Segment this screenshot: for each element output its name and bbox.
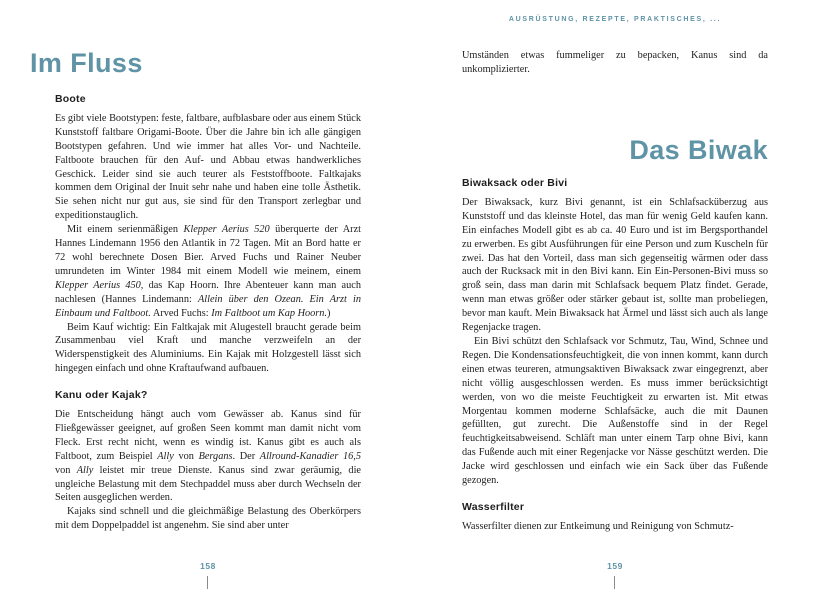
page-title-left: Im Fluss — [30, 48, 143, 78]
page-number-left: 158 — [200, 561, 216, 571]
running-header: AUSRÜSTUNG, REZEPTE, PRAKTISCHES, ... — [508, 16, 722, 23]
right-text-column — [462, 177, 768, 534]
paragraph — [55, 321, 361, 377]
italic-run: Klepper Aerius 450 — [55, 279, 141, 291]
italic-run: Im Faltboot um Kap Hoorn. — [211, 307, 328, 319]
text-run: von — [173, 450, 199, 462]
italic-run: Allein über den Ozean. Ein Arzt in Einbaum und Faltboot. — [55, 293, 361, 319]
italic-run: Ally — [76, 464, 94, 476]
paragraph — [55, 223, 361, 320]
page-number-right: 159 — [607, 561, 623, 571]
section-heading: Boote — [55, 93, 86, 105]
text-run: überquerte der Arzt Hannes Lindemann 1956 den Atlantik in 72 Tagen. Mit an Bord hatte er 72 wohl berechnete Dosen Bier. Arved Fuchs und Rainer Neuber umrundeten im Winter 1984 mit einem Modell wie meinem, einem — [55, 224, 362, 277]
fold-mark-left — [207, 576, 208, 589]
page-title-right: Das Biwak — [629, 135, 768, 165]
section-heading: Kanu oder Kajak? — [55, 389, 148, 402]
text-run: Kajaks sind schnell und die gleichmäßige Belastung des Oberkörpers mit dem Doppelpaddel ist angenehm. Sie sind aber unter — [55, 506, 361, 532]
italic-run: Klepper Aerius 520 — [183, 224, 270, 236]
left-text-column — [55, 93, 361, 533]
paragraph — [462, 335, 768, 488]
paragraph — [55, 505, 361, 533]
text-run: leistet mir treue Dienste. Kanus sind zwar geräumig, die ungleiche Belastung mit dem Stechpaddel muss aber durch Wechseln der Seiten ausgeglichen werden. — [55, 464, 361, 504]
text-run: Mit einem serienmäßigen — [67, 224, 184, 236]
text-run: Beim Kauf wichtig: Ein Faltkajak mit Alugestell braucht gerade beim Zusammenbau viel Kraft und manche verzweifeln an der Widerspenstigkeit des Aluminiums. Ein Kajak mit Holzgestell lässt sich hingegen einfach und ohne Kraftaufwand aufbauen. — [55, 321, 361, 375]
paragraph — [462, 196, 768, 335]
italic-run: Ally — [157, 450, 174, 462]
text-run: Umständen etwas fummeliger zu bepacken, Kanus sind da unkomplizierter. — [462, 50, 768, 75]
text-run: Arved Fuchs: — [150, 307, 212, 319]
paragraph — [55, 112, 361, 223]
paragraph — [55, 408, 361, 505]
section-heading: Biwaksack oder Bivi — [462, 177, 568, 189]
paragraph — [462, 520, 768, 534]
fold-mark-right — [614, 576, 615, 589]
section-heading: Wasserfilter — [462, 500, 525, 513]
text-run: Wasserfilter dienen zur Entkeimung und Reinigung von Schmutz- — [462, 520, 734, 532]
italic-run: Allround-Kanadier 16,5 — [259, 450, 361, 462]
italic-run: Bergans — [198, 450, 233, 462]
text-run: ) — [327, 307, 331, 319]
text-run: von — [55, 464, 77, 476]
text-run: Die Entscheidung hängt auch vom Gewässer ab. Kanus sind für Fließgewässer geeignet, auf großen Seen kommt man damit nicht vom Fleck. Erst recht nicht, wenn es windig ist. Kanus gibt es auch als Faltboot, zum Beispiel — [55, 409, 361, 462]
text-run: Der Biwaksack, kurz Bivi genannt, ist ein Schlafsacküberzug aus Kunststoff und das kleinste Hotel, das man für wenig Geld kaufen kann. Ein einfaches Modell gibt es ab ca. 40 Euro und ist im Bergsporthandel zu erwerben. Es gibt Ausführungen für eine Person und zum Kuscheln für zwei. Das hat den Vorteil, dass man sich gegenseitig wärmen oder dass auch der Rucksack mit in den Bivi kann. Ein Ein-Personen-Bivi muss so groß sein, dass man darin mit Schlafsack bequem Platz findet. Gerade, wenn man etwas größer oder stärker gebaut ist, sollte man probeliegen, bevor man kauft. Mein Biwaksack hat Ärmel und lässt sich auch als lange Regenjacke tragen. — [462, 196, 768, 334]
text-run: Ein Bivi schützt den Schlafsack vor Schmutz, Tau, Wind, Schnee und Regen. Die Kondensationsfeuchtigkeit, die von innen kommt, kann durch einen etwas teureren, atmungsaktiven Biwaksack zwar eingegrenzt, aber nicht völlig ausgeschlossen werden. Es muss immer berücksichtigt werden, von wo die meiste Feuchtigkeit zu erwarten ist. Mit etwas Morgentau kommen moderne Schlafsäcke, auch die mit Daunen gefüllten, gut zurecht. Die Außenstoffe sind in der Regel feuchtigkeitsabweisend. Schläft man unter einem Tarp ohne Bivi, kann das Fußende auch mit einer Regenjacke vor Nässe geschützt werden. Die Jacke wird geschlossen und einfach wie ein Sack über das Fußende gezogen. — [462, 335, 768, 487]
paragraph — [462, 49, 768, 77]
text-run: . Der — [232, 450, 260, 462]
text-run: , das Kap Hoorn. Ihre Abenteuer kann man auch nachlesen (Hannes Lindemann: — [55, 279, 361, 305]
continuation-paragraph — [462, 49, 768, 77]
text-run: Es gibt viele Bootstypen: feste, faltbare, aufblasbare oder aus einem Stück Kunststoff faltbare Origami-Boote. Über die Jahre bin ich alle gängigen Bootstypen gefahren. Und wie immer hat alles Vor- und Nachteile. Faltboote brauchen für den Auf- und Abbau etwas handwerkliches Geschick. Leider sind sie auch teurer als Feststoffboote. Faltkajaks kommen dem Original der Inuit sehr nahe und haben eine tolle Ästhetik. Sie sehen nicht nur gut aus, sie sind für den Transport zerlegbar und expeditionstauglich. — [55, 112, 361, 222]
